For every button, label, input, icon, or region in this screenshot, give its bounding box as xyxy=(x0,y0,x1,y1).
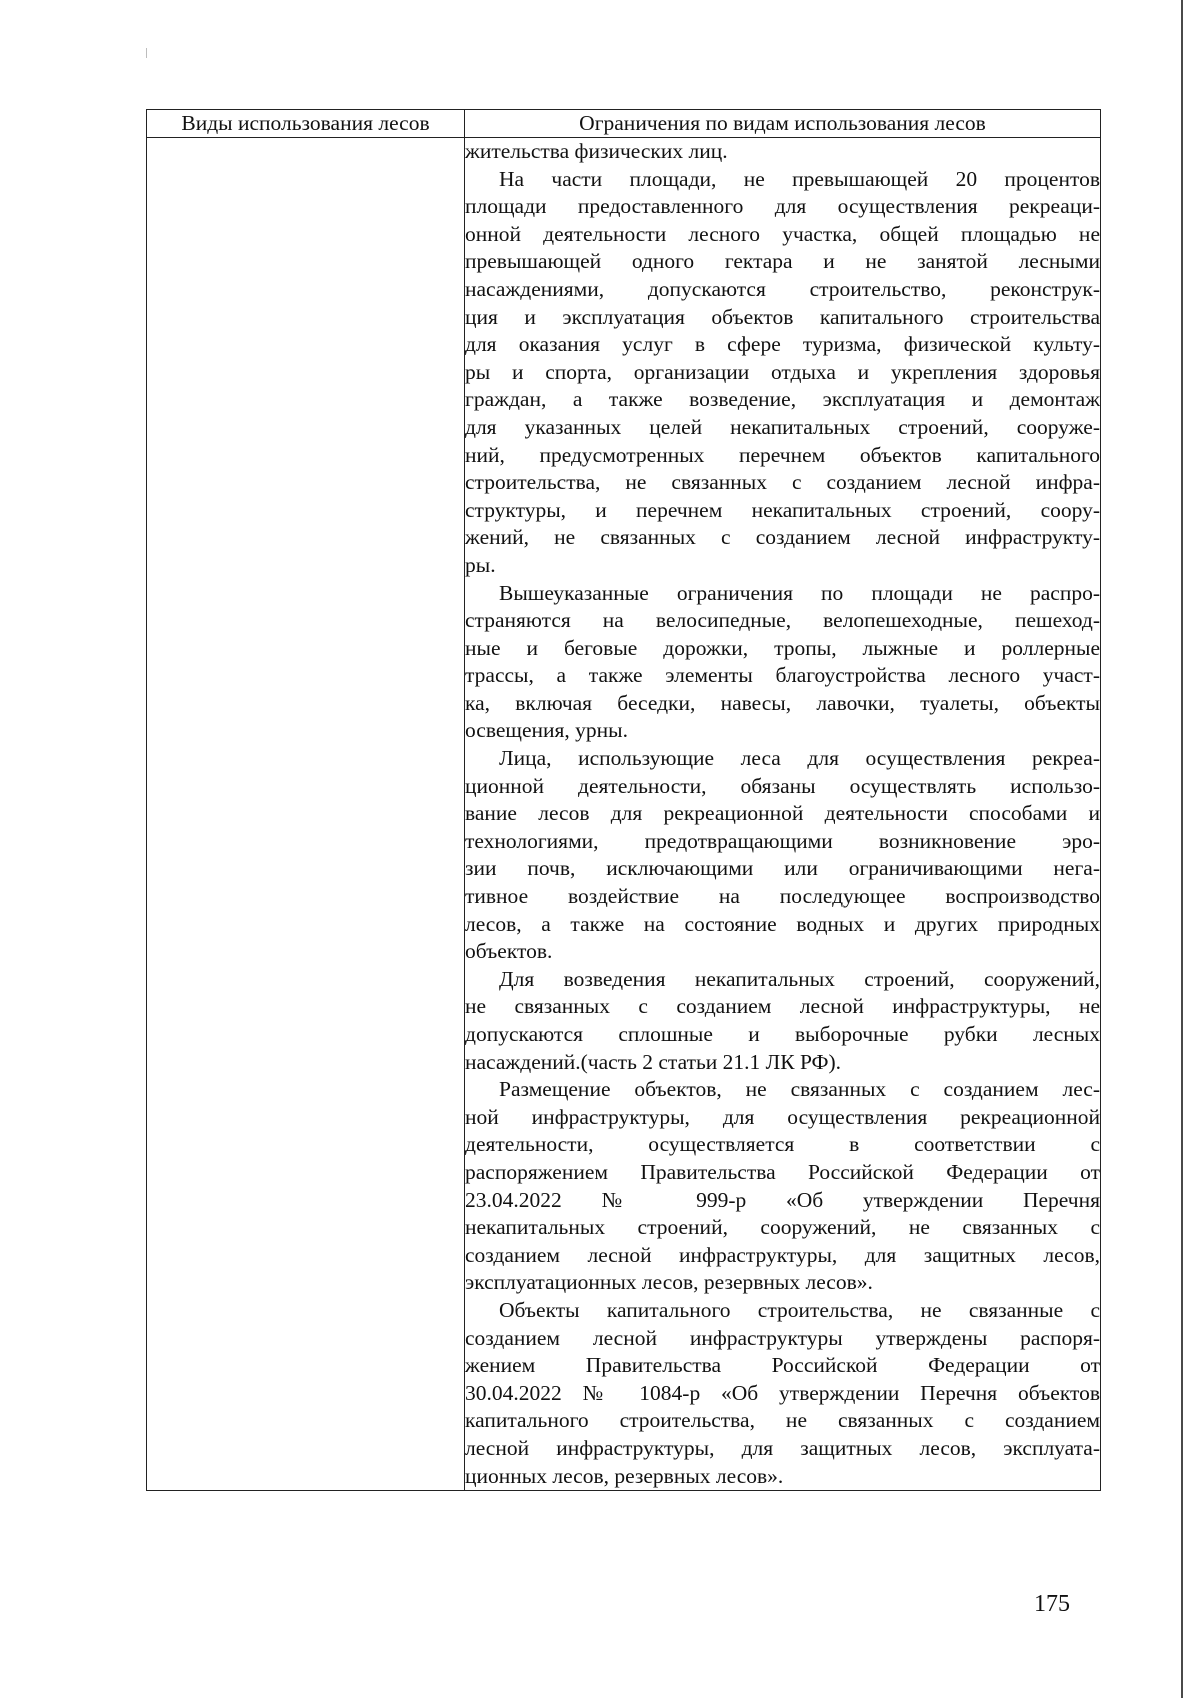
text-line: зии почв, исключающими или ограничивающими нега- xyxy=(465,856,1100,881)
text-line: ний, предусмотренных перечнем объектов капитального xyxy=(465,442,1100,467)
text-line: жением Правительства Российской Федерации от xyxy=(465,1353,1100,1378)
text-line: Объекты капитального строительства, не связанные с xyxy=(499,1297,1100,1322)
text-line: лесной инфраструктуры, для защитных лесов, эксплуата- xyxy=(465,1435,1100,1460)
text-line: ционных лесов, резервных лесов». xyxy=(465,1463,784,1488)
text-line: строительства, не связанных с созданием лесной инфра- xyxy=(465,470,1100,495)
table-header-row xyxy=(147,110,1101,138)
text-line: страняются на велосипедные, велопешеходные, пешеход- xyxy=(465,608,1100,633)
text-line: насаждениями, допускаются строительство, реконструк- xyxy=(465,276,1100,301)
text-line: онной деятельности лесного участка, общей площадью не xyxy=(465,221,1100,246)
text-line: жений, не связанных с созданием лесной инфраструкту- xyxy=(465,525,1100,550)
paragraph xyxy=(465,580,1100,746)
text-line: вание лесов для рекреационной деятельности способами и xyxy=(465,801,1100,826)
text-line: для указанных целей некапитальных строений, сооруже- xyxy=(465,414,1100,439)
text-line: некапитальных строений, сооружений, не связанных с xyxy=(465,1215,1100,1240)
paragraph xyxy=(465,966,1100,1076)
text-line: созданием лесной инфраструктуры, для защитных лесов, xyxy=(465,1242,1100,1267)
text-line: Размещение объектов, не связанных с созданием лес- xyxy=(499,1077,1100,1102)
text-line: технологиями, предотвращающими возникновение эро- xyxy=(465,828,1100,853)
text-line: граждан, а также возведение, эксплуатация и демонтаж xyxy=(465,387,1100,412)
text-line: ры и спорта, организации отдыха и укрепления здоровья xyxy=(465,359,1100,384)
scan-artifact xyxy=(146,48,147,58)
text-line: объектов. xyxy=(465,939,553,964)
text-line: ционной деятельности, обязаны осуществлять использо- xyxy=(465,773,1100,798)
text-line: Для возведения некапитальных строений, сооружений, xyxy=(499,966,1100,991)
paragraph xyxy=(465,1076,1100,1297)
text-line: ной инфраструктуры, для осуществления рекреационной xyxy=(465,1104,1100,1129)
header-usage-types: Виды использования лесов xyxy=(147,110,465,138)
header-restrictions: Ограничения по видам использования лесов xyxy=(465,110,1101,138)
restrictions-cell xyxy=(465,138,1101,1491)
usage-type-cell xyxy=(147,138,465,1491)
paragraph xyxy=(465,745,1100,966)
paragraph xyxy=(465,166,1100,580)
restrictions-table xyxy=(146,109,1101,1491)
text-line: превышающей одного гектара и не занятой лесными xyxy=(465,249,1100,274)
text-line: 30.04.2022 № 1084-р «Об утверждении Перечня объектов xyxy=(465,1380,1100,1405)
table-row xyxy=(147,138,1101,1491)
text-line: лесов, а также на состояние водных и других природных xyxy=(465,911,1100,936)
text-line: трассы, а также элементы благоустройства лесного участ- xyxy=(465,663,1100,688)
text-line: структуры, и перечнем некапитальных строений, соору- xyxy=(465,497,1100,522)
paragraph xyxy=(465,1297,1100,1490)
text-line: ные и беговые дорожки, тропы, лыжные и роллерные xyxy=(465,635,1100,660)
text-line: освещения, урны. xyxy=(465,718,628,743)
text-line: допускаются сплошные и выборочные рубки лесных xyxy=(465,1022,1100,1046)
text-line: распоряжением Правительства Российской Федерации от xyxy=(465,1159,1100,1184)
text-line: капитального строительства, не связанных с созданием xyxy=(465,1408,1100,1433)
scan-edge-line xyxy=(1181,0,1183,1698)
text-line: 23.04.2022 № 999-р «Об утверждении Перечня xyxy=(465,1187,1100,1212)
text-line: ка, включая беседки, навесы, лавочки, туалеты, объекты xyxy=(465,690,1100,715)
text-line: для оказания услуг в сфере туризма, физической культу- xyxy=(465,332,1100,357)
text-line: не связанных с созданием лесной инфраструктуры, не xyxy=(465,994,1100,1019)
text-line: эксплуатационных лесов, резервных лесов». xyxy=(465,1270,873,1295)
page-number: 175 xyxy=(1034,1591,1070,1617)
paragraph xyxy=(465,138,1100,166)
text-line: тивное воздействие на последующее воспроизводство xyxy=(465,884,1100,909)
text-line: площади предоставленного для осуществления рекреаци- xyxy=(465,194,1100,219)
text-line: деятельности, осуществляется в соответствии с xyxy=(465,1132,1100,1157)
text-line: ры. xyxy=(465,552,496,577)
text-line: Лица, использующие леса для осуществления рекреа- xyxy=(499,746,1100,771)
text-line: Вышеуказанные ограничения по площади не распро- xyxy=(499,580,1100,605)
text-line: жительства физических лиц. xyxy=(465,139,728,163)
text-line: На части площади, не превышающей 20 процентов xyxy=(499,166,1100,191)
text-line: созданием лесной инфраструктуры утверждены распоря- xyxy=(465,1325,1100,1350)
text-line: ция и эксплуатация объектов капитального строительства xyxy=(465,304,1100,329)
text-line: насаждений.(часть 2 статьи 21.1 ЛК РФ). xyxy=(465,1049,842,1074)
